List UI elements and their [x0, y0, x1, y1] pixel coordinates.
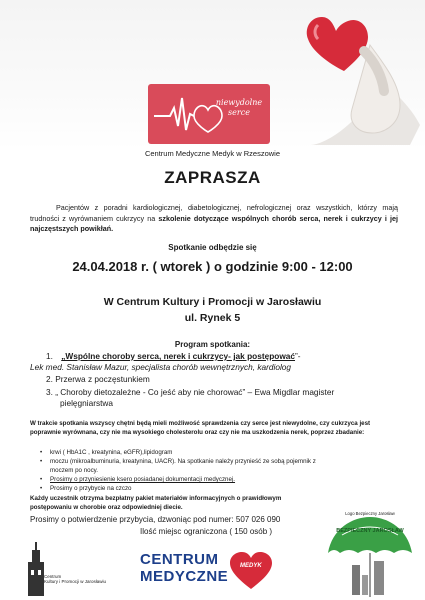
ck-logo-line2: Kultury i Promocji w Jarosławiu	[44, 579, 107, 584]
intro-paragraph	[30, 203, 398, 235]
heart-failure-logo	[148, 84, 270, 144]
umbrella-text: BEZPIECZNY JAROSŁAW	[336, 528, 404, 534]
list-item: • krwi ( HbA1C , kreatynina, eGFR),lipidogram	[40, 448, 400, 457]
organizer-line: Centrum Medyczne Medyk w Rzeszowie	[144, 149, 281, 158]
ck-logo-line1: Centrum	[44, 574, 62, 579]
program-item-1-title: „Wspólne choroby serca, nerek i cukrzycy- jak postępować	[61, 351, 296, 361]
package-line-1: Każdy uczestnik otrzyma bezpłatny pakiet materiałów informacyjnych o prawidłowym	[30, 495, 282, 502]
screening-list	[40, 448, 400, 493]
meeting-date: 24.04.2018 r. ( wtorek ) o godzinie 9:00 - 12:00	[72, 259, 353, 274]
brand-badge: MEDYK	[240, 563, 262, 569]
logo-text-line1: niewydolne	[215, 98, 263, 107]
list-item: • Prosimy o przyniesienie ksero posiadanej dokumentacji medycznej.	[40, 475, 400, 484]
umbrella-caption: Logo Bezpieczny Jarosław	[345, 511, 395, 516]
program-item-1-tail: ”-	[295, 351, 301, 361]
program-item-2: 2. Przerwa z poczęstunkiem	[46, 374, 150, 384]
logo-text-line2: serce	[228, 108, 250, 117]
umbrella-icon	[322, 505, 417, 600]
brand-line2: MEDYCZNE	[140, 568, 229, 585]
program-heading: Program spotkania:	[174, 340, 251, 349]
list-item	[40, 457, 400, 475]
hand-heart-image	[300, 5, 420, 145]
meeting-place: W Centrum Kultury i Promocji w Jarosławiu	[103, 296, 322, 308]
list-item-text-cont: moczem po nocy.	[50, 467, 99, 474]
intro-bold-text: szkolenie dotyczące wspólnych chorób serca, nerek i cukrzycy i jej najczęstszych powikłań.	[30, 213, 398, 233]
meeting-address: ul. Rynek 5	[184, 312, 241, 324]
town-hall-icon	[20, 540, 66, 600]
program-item-1	[46, 351, 301, 362]
centrum-medyczne-logo	[140, 551, 280, 587]
meeting-label: Spotkanie odbędzie się	[168, 243, 257, 252]
brand-line1: CENTRUM	[140, 551, 219, 568]
confirm-text: Prosimy o potwierdzenie przybycia, dzwoniąc pod numer: 507 026 090	[30, 515, 281, 524]
page-title: ZAPRASZA	[164, 168, 261, 187]
limit-text: Ilość miejsc ograniczona ( 150 osób )	[140, 527, 273, 536]
program-item-1-speaker: Lek med. Stanisław Mazur, specjalista chorób wewnętrznych, kardiolog	[30, 362, 292, 372]
heart-icon	[228, 551, 274, 591]
package-line-2: postępowaniu w chorobie oraz odpowiedniej diecie.	[30, 504, 183, 511]
program-item-3: 3. „ Choroby dietozależne - Co jeść aby nie chorować” – Ewa Migdlar magister	[46, 387, 335, 397]
logo-caption	[212, 98, 266, 118]
program-item-3-cont: pielęgniarstwa	[60, 398, 114, 408]
ck-logo-text	[44, 574, 106, 584]
list-item-text: moczu (mikroalbuminuria, kreatynina, UACR). Na spotkanie należy przynieść ze sobą pojemnik z	[50, 458, 316, 465]
list-item: • Prosimy o przybycie na czczo	[40, 484, 400, 493]
program-item-1-number: 1.	[46, 351, 53, 361]
screening-info: W trakcie spotkania wszyscy chętni będą mieli możliwość sprawdzenia czy serce jest niewydolne, czy cukrzyca jest poprawnie wyrównana, czy nie ma wysokiego cholesterolu oraz czy nie ma uszkodzenia nerek, poprzez zbadanie:	[30, 420, 371, 436]
intro-text: Pacjentów z poradni kardiologicznej, diabetologicznej, nefrologicznej oraz wszystkich, którzy mają trudności z wyrównaniem cukrzycy na	[30, 203, 398, 223]
